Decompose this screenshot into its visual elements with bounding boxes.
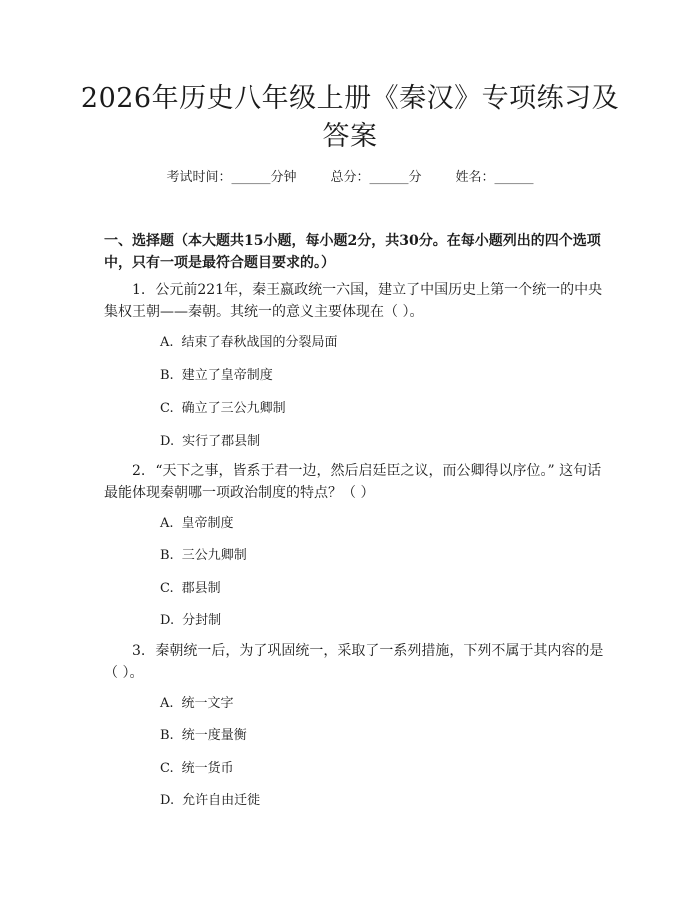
option-text: 确立了三公九卿制 bbox=[181, 401, 286, 416]
option-letter: D. bbox=[160, 793, 175, 808]
option-letter: D. bbox=[160, 613, 175, 628]
question-number: 1. bbox=[132, 282, 146, 298]
option-text: 郡县制 bbox=[181, 581, 221, 596]
option-text: 统一度量衡 bbox=[181, 728, 247, 743]
option-letter: C. bbox=[160, 581, 174, 596]
question-stem: 公元前221年，秦王嬴政统一六国，建立了中国历史上第一个统一的中央集权王朝——秦朝。其统一的意义主要体现在（ ）。 bbox=[104, 282, 603, 320]
option-letter: C. bbox=[160, 401, 174, 416]
option-letter: B. bbox=[160, 728, 174, 743]
question-number: 2. bbox=[132, 463, 146, 479]
option-letter: B. bbox=[160, 548, 174, 563]
question-2-option-c bbox=[160, 579, 600, 599]
section-header: 一、选择题（本大题共15小题，每小题2分，共30分。在每小题列出的四个选项中，只有一项是最符合题目要求的。） bbox=[104, 233, 601, 271]
question-3-option-c bbox=[160, 759, 600, 779]
question-1-option-c bbox=[160, 399, 600, 419]
question-3 bbox=[104, 640, 604, 684]
option-text: 三公九卿制 bbox=[181, 548, 247, 563]
question-3-option-a bbox=[160, 694, 600, 714]
question-3-option-d bbox=[160, 791, 600, 811]
question-1-option-a bbox=[160, 333, 600, 353]
exam-time-field: 考试时间：______分钟 bbox=[166, 170, 297, 185]
option-letter: A. bbox=[160, 335, 174, 350]
page-title: 2026年历史八年级上册《秦汉》专项练习及答案 bbox=[80, 83, 620, 152]
question-1 bbox=[104, 279, 604, 323]
option-letter: D. bbox=[160, 434, 175, 449]
option-text: 统一文字 bbox=[181, 696, 234, 711]
option-letter: A. bbox=[160, 696, 174, 711]
question-2-option-a bbox=[160, 514, 600, 534]
option-text: 建立了皇帝制度 bbox=[181, 368, 273, 383]
option-text: 实行了郡县制 bbox=[182, 434, 261, 449]
question-stem: 秦朝统一后，为了巩固统一，采取了一系列措施，下列不属于其内容的是（ ）。 bbox=[104, 643, 604, 681]
question-stem: “天下之事，皆系于君一边，然后启廷臣之议，而公卿得以序位。” 这句话最能体现秦朝哪一项政治制度的特点？（ ） bbox=[104, 463, 602, 501]
option-letter: C. bbox=[160, 761, 174, 776]
question-2-option-d bbox=[160, 611, 600, 631]
option-text: 统一货币 bbox=[181, 761, 234, 776]
question-2-option-b bbox=[160, 546, 600, 566]
student-name-field: 姓名：______ bbox=[455, 170, 534, 185]
option-letter: B. bbox=[160, 368, 174, 383]
question-1-option-d bbox=[160, 432, 600, 452]
question-1-option-b bbox=[160, 366, 600, 386]
exam-info-line bbox=[0, 168, 700, 188]
option-text: 皇帝制度 bbox=[181, 516, 234, 531]
option-letter: A. bbox=[160, 516, 174, 531]
question-3-option-b bbox=[160, 726, 600, 746]
question-2 bbox=[104, 460, 604, 504]
option-text: 结束了春秋战国的分裂局面 bbox=[181, 335, 338, 350]
question-number: 3. bbox=[132, 643, 146, 659]
total-score-field: 总分：______分 bbox=[330, 170, 422, 185]
option-text: 允许自由迁徙 bbox=[182, 793, 261, 808]
option-text: 分封制 bbox=[182, 613, 222, 628]
